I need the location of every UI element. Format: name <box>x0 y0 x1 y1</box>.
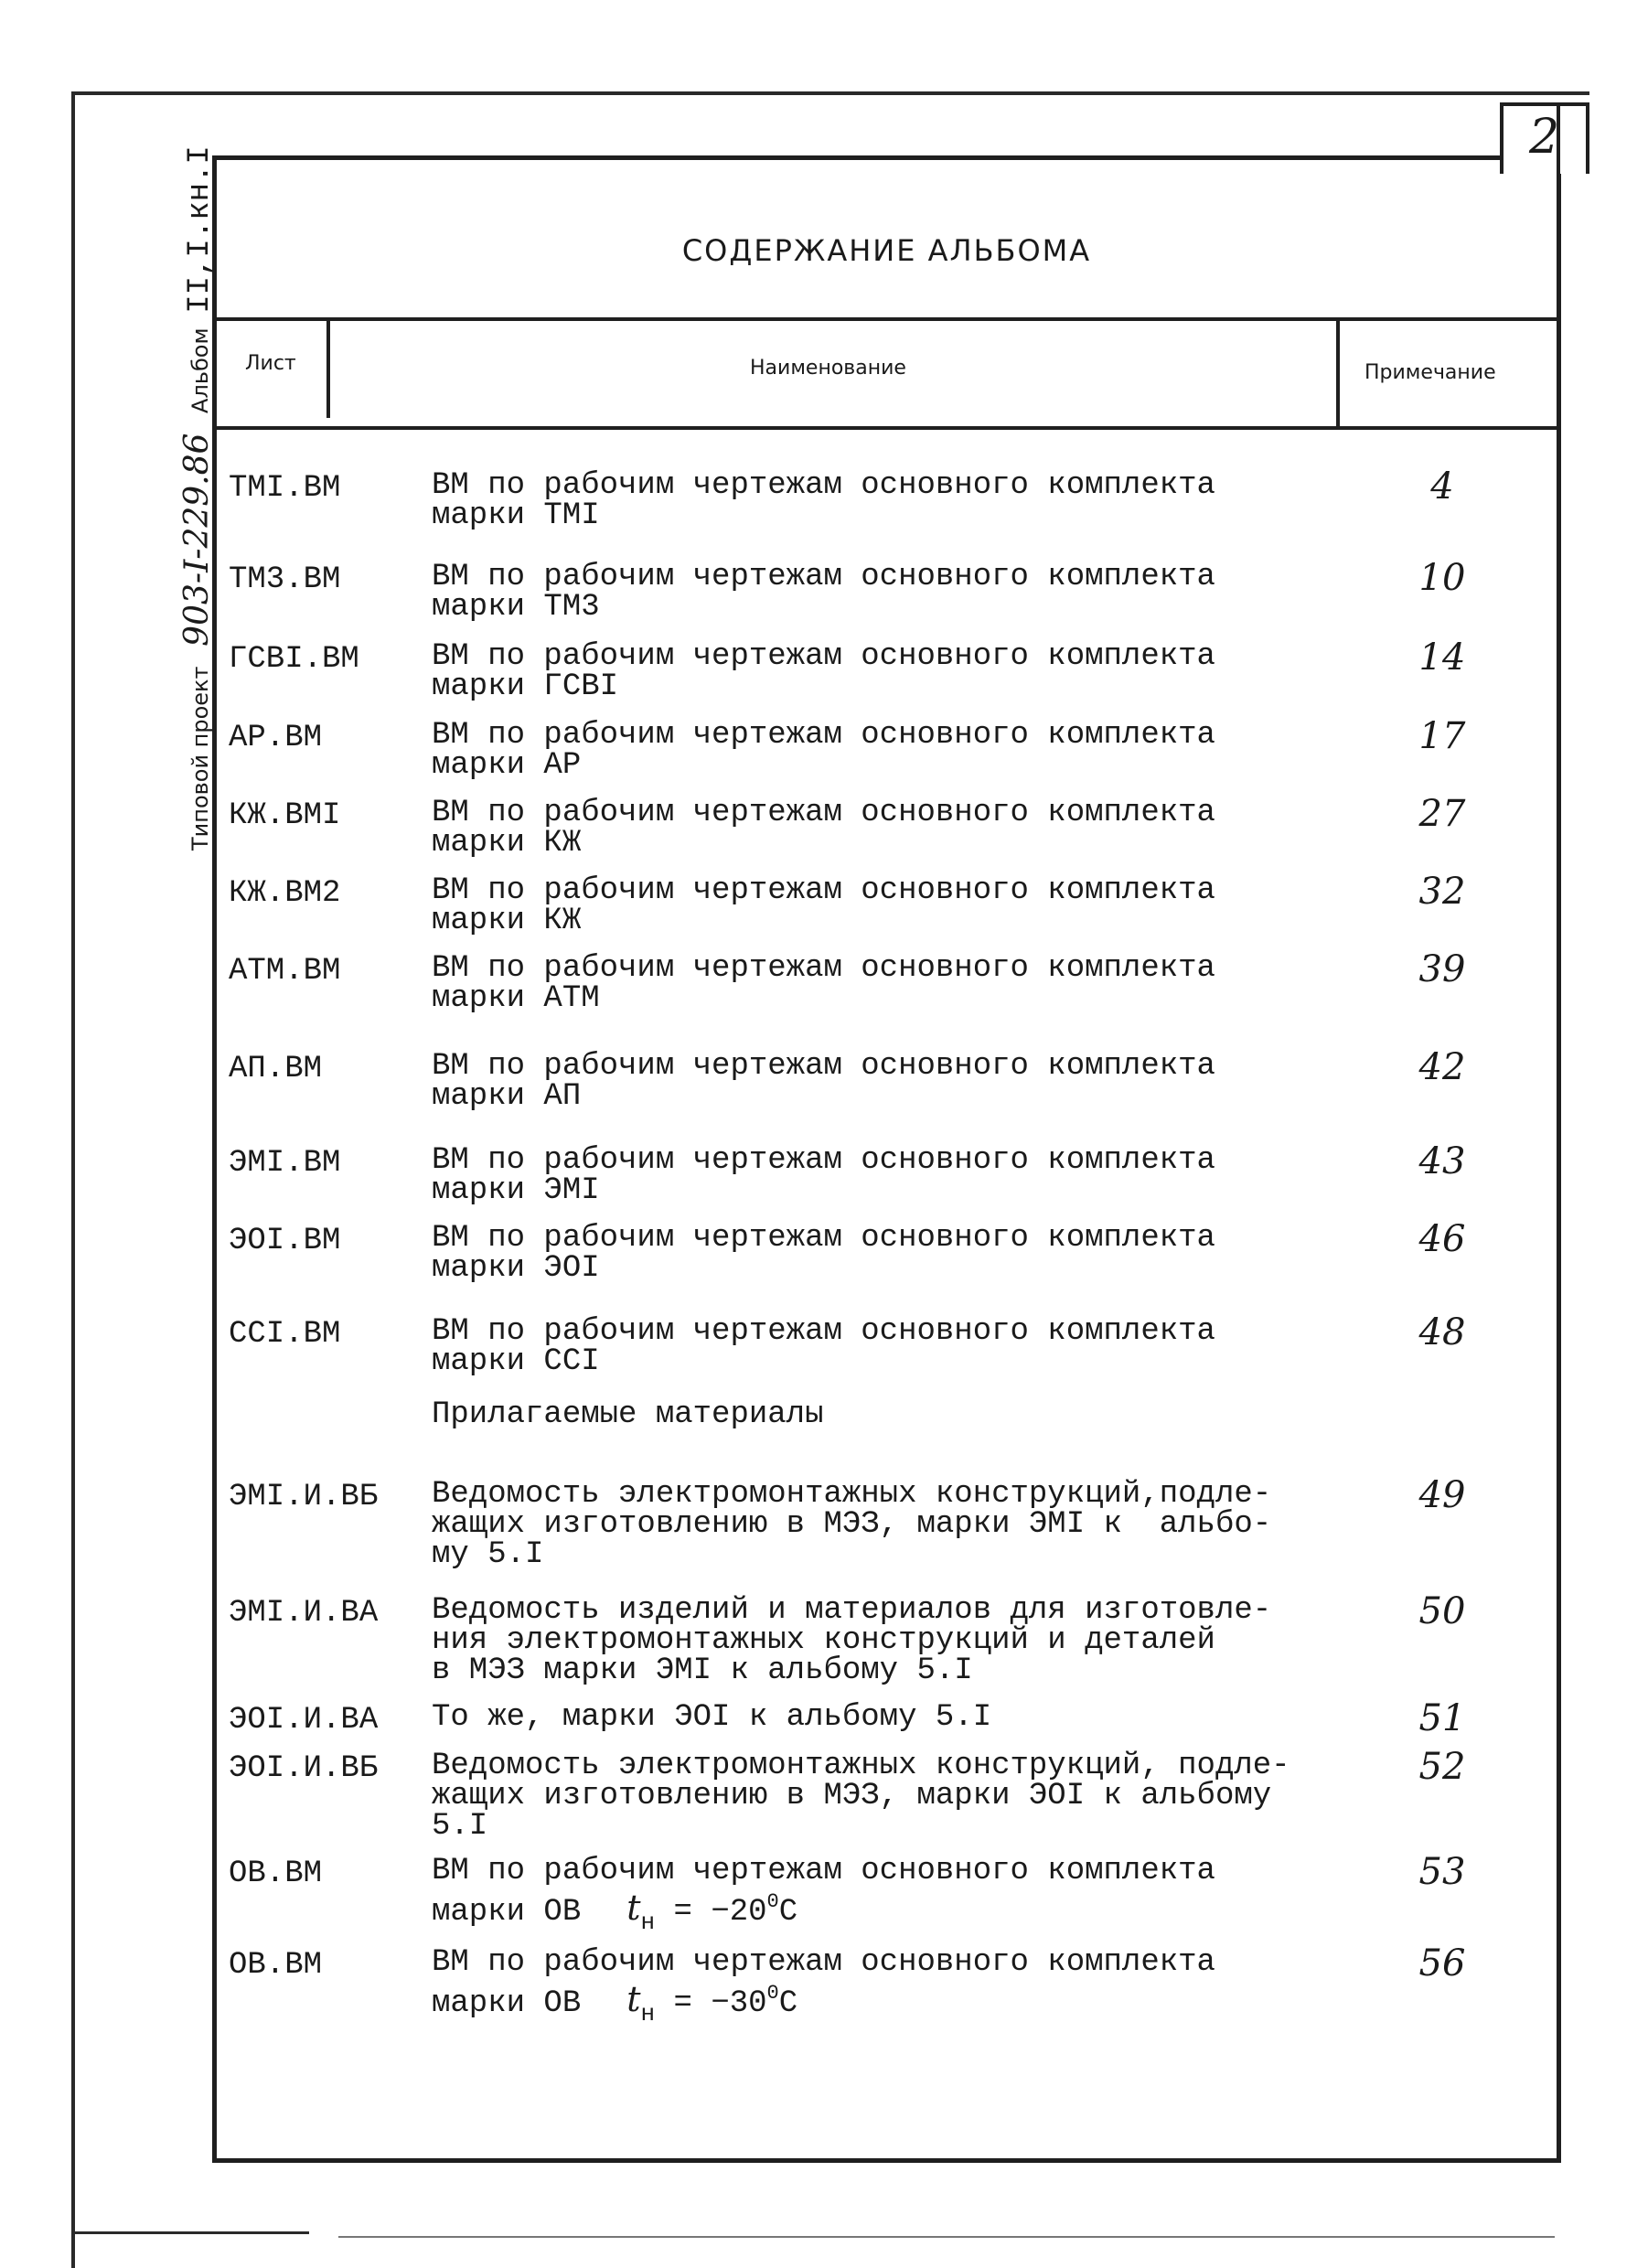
table-header-top-rule <box>212 317 1561 321</box>
sheet-code: ЭОI.И.ВА <box>229 1703 379 1738</box>
page-number: 51 <box>1418 1697 1466 1739</box>
page-number: 32 <box>1418 871 1466 913</box>
table-header-divider-1 <box>326 317 330 418</box>
row-title-line2: марки ОВ <box>432 1986 582 2021</box>
row-title: ВМ по рабочим чертежам основного комплекта марки АТМ <box>432 951 1215 1016</box>
table-header-bottom-rule <box>212 426 1561 430</box>
row-title: ВМ по рабочим чертежам основного комплекта марки АР <box>432 718 1215 783</box>
page-number: 4 <box>1430 465 1454 508</box>
row-title-line1: ВМ по рабочим чертежам основного комплекта <box>432 1854 1215 1888</box>
sheet-code: ЭМI.И.ВБ <box>229 1480 379 1514</box>
temperature-symbol: t <box>626 1979 641 2019</box>
row-title: ВМ по рабочим чертежам основного комплекта марки ГСВI <box>432 639 1215 704</box>
sheet-code: АП.ВМ <box>229 1052 323 1086</box>
table-header-divider-2 <box>1336 317 1340 430</box>
page-number: 43 <box>1418 1140 1466 1182</box>
project-code: 903-I-229.86 <box>178 433 216 647</box>
temperature-subscript: н <box>640 1909 656 1936</box>
row-title: ВМ по рабочим чертежам основного комплекта марки ЭОI <box>432 1221 1215 1286</box>
degree-mark: 0 <box>766 1982 779 2005</box>
page-number: 39 <box>1418 948 1466 990</box>
row-title: Ведомость электромонтажных конструкций,подле- жащих изготовлению в МЭЗ, марки ЭМI к альбо- му 5.I <box>432 1477 1272 1572</box>
page-edge-top <box>71 91 1589 95</box>
temperature-symbol: t <box>626 1888 641 1928</box>
row-title: Ведомость изделий и материалов для изготовле- ния электромонтажных конструкций и деталей в МЭЗ марки ЭМI к альбому 5.I <box>432 1593 1272 1688</box>
temperature-unit: C <box>778 1986 798 2021</box>
page-number: 49 <box>1418 1474 1466 1516</box>
column-header-note: Примечание <box>1364 361 1496 384</box>
sheet-code: ЭМI.И.ВА <box>229 1596 379 1631</box>
sheet-code: TMI.BM <box>229 471 341 506</box>
sheet-code: ОВ.ВМ <box>229 1948 323 1983</box>
page-edge-left <box>71 91 75 2268</box>
sheet-code: ГСВI.ВМ <box>229 642 359 677</box>
page-number: 10 <box>1418 557 1466 599</box>
row-title: ВМ по рабочим чертежам основного комплекта марки ЭМI <box>432 1143 1215 1208</box>
row-title: ВМ по рабочим чертежам основного комплекта марки КЖ <box>432 873 1215 938</box>
sheet-code: ОВ.ВМ <box>229 1856 323 1891</box>
album-reference: II,I.кн.I <box>183 145 218 314</box>
temperature-subscript: н <box>640 2000 656 2027</box>
sheet-code: ЭОI.И.ВБ <box>229 1751 379 1786</box>
row-title: ВМ по рабочим чертежам основного комплекта марки ССI <box>432 1314 1215 1379</box>
page-number: 52 <box>1418 1746 1466 1788</box>
sheet-code: TM3.BM <box>229 562 341 597</box>
row-title-line2: марки ОВ <box>432 1895 582 1930</box>
temperature-value: = −20 <box>655 1895 767 1930</box>
page-number: 14 <box>1418 637 1466 679</box>
row-title: ВМ по рабочим чертежам основного комплекта марки КЖ <box>432 796 1215 861</box>
degree-mark: 0 <box>766 1890 779 1913</box>
row-title <box>432 1856 1364 1938</box>
sheet-number: 2 <box>1529 110 1560 165</box>
sheet-code: АТМ.ВМ <box>229 954 341 989</box>
column-header-sheet: Лист <box>245 352 296 375</box>
column-header-name: Наименование <box>750 357 906 380</box>
sheet-code: КЖ.ВМI <box>229 798 341 833</box>
side-label-album-word: Альбом <box>187 327 213 413</box>
page-number: 53 <box>1418 1851 1466 1893</box>
page-title: СОДЕРЖАНИЕ АЛЬБОМА <box>681 233 1092 268</box>
row-title: ВМ по рабочим чертежам основного комплекта марки TM3 <box>432 560 1215 625</box>
row-title: ВМ по рабочим чертежам основного комплекта марки АП <box>432 1049 1215 1114</box>
page-number: 42 <box>1418 1046 1466 1088</box>
row-title <box>432 1945 1364 2029</box>
temperature-unit: C <box>778 1895 798 1930</box>
bottom-edge-rule-left <box>71 2231 309 2234</box>
row-title: То же, марки ЭОI к альбому 5.I <box>432 1700 992 1735</box>
sheet-code: ЭОI.ВМ <box>229 1224 341 1258</box>
page-number: 48 <box>1418 1311 1466 1353</box>
sheet-code: АР.ВМ <box>229 721 323 755</box>
bottom-edge-rule-right <box>338 2236 1555 2238</box>
page-number: 56 <box>1418 1942 1466 1984</box>
page-number: 27 <box>1418 793 1466 835</box>
row-title: ВМ по рабочим чертежам основного комплекта марки TMI <box>432 468 1215 533</box>
sheet-code: КЖ.ВМ2 <box>229 876 341 911</box>
sheet-code: ЭМI.ВМ <box>229 1146 341 1181</box>
section-heading-attached: Прилагаемые материалы <box>432 1397 824 1432</box>
row-title: Ведомость электромонтажных конструкций, подле- жащих изготовлению в МЭЗ, марки ЭОI к альбому 5.I <box>432 1749 1290 1844</box>
outdoor-temperature-formula <box>626 1978 797 2029</box>
page-number: 46 <box>1418 1218 1466 1260</box>
row-title-line1: ВМ по рабочим чертежам основного комплекта <box>432 1945 1215 1980</box>
page-number: 50 <box>1418 1590 1466 1632</box>
page-number: 17 <box>1418 715 1466 757</box>
temperature-value: = −30 <box>655 1986 767 2021</box>
side-label-prefix: Типовой проект <box>187 666 213 850</box>
sheet-code: ССI.ВМ <box>229 1317 341 1352</box>
outdoor-temperature-formula <box>626 1887 797 1938</box>
